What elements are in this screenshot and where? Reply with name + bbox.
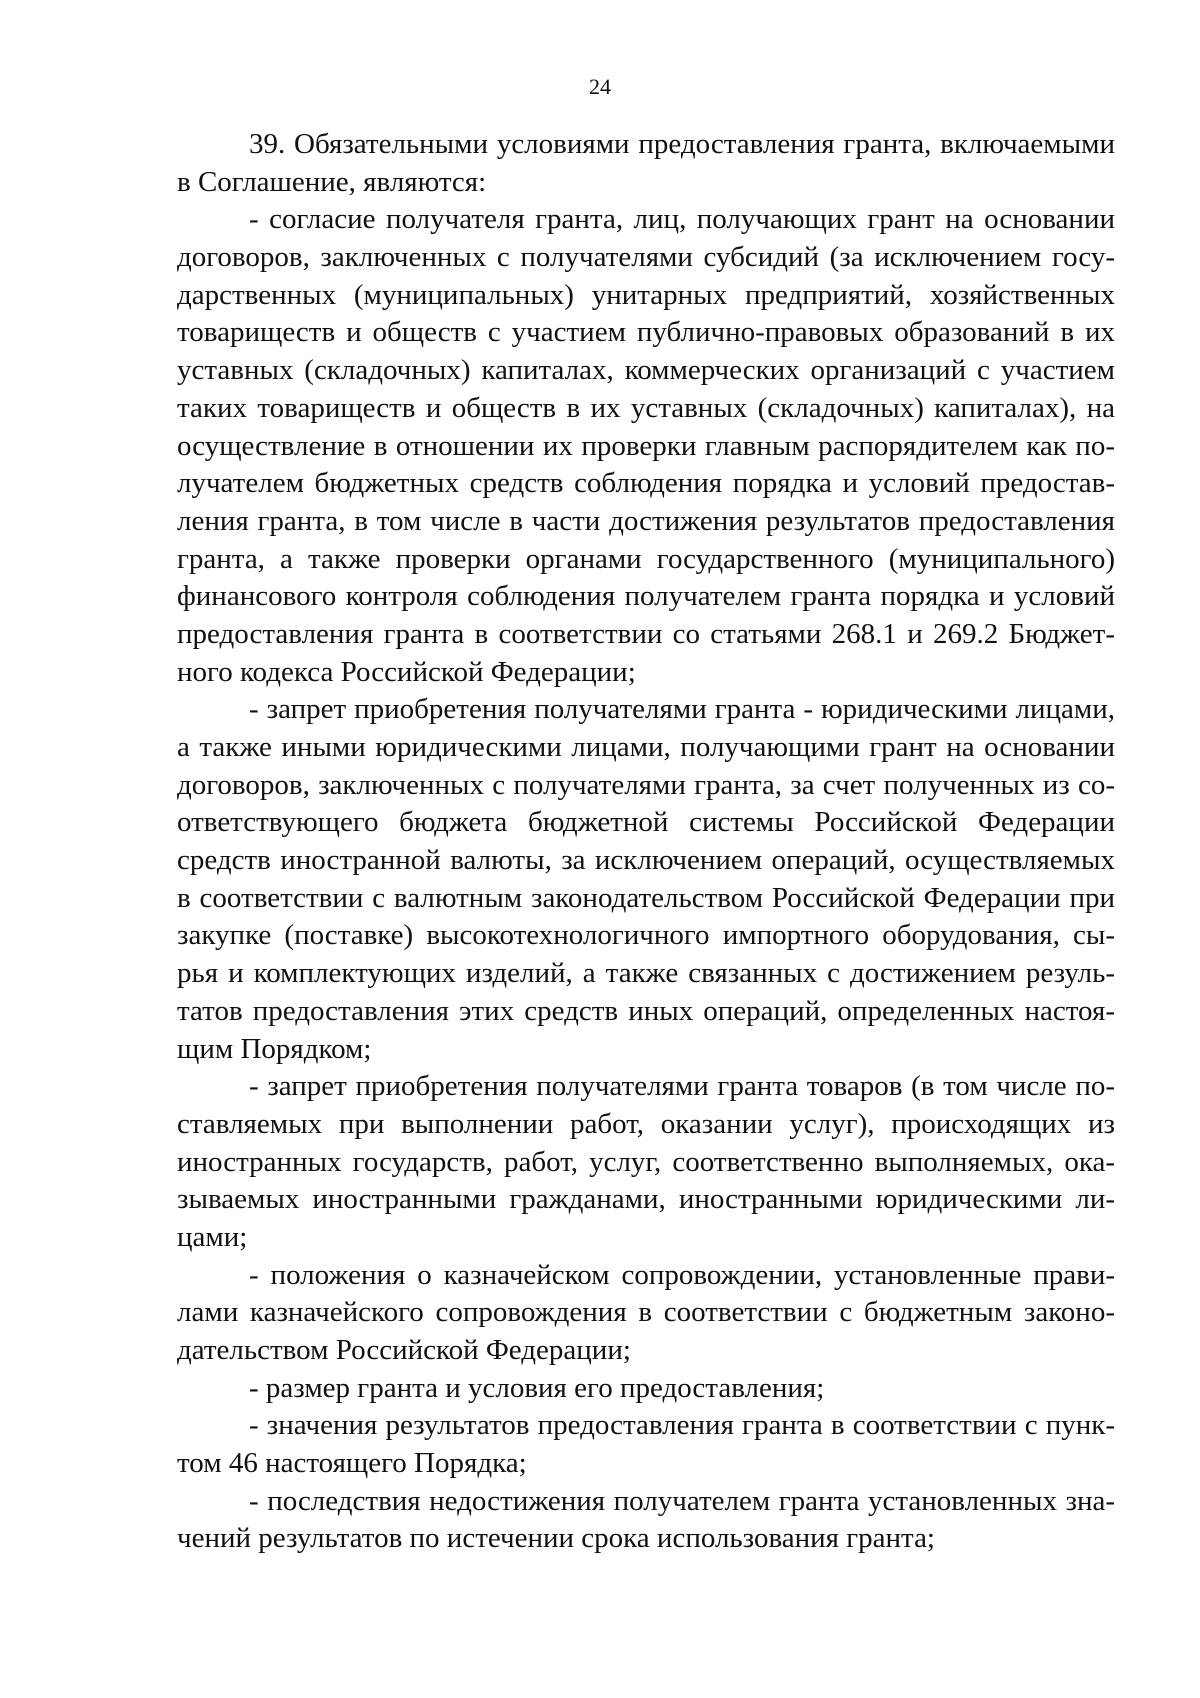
text-line: щим Порядком;: [177, 1032, 372, 1065]
text-line: татов предоставления этих средств иных операций, определенных настоя-: [177, 994, 1115, 1027]
text-line: товариществ и обществ с участием публично-правовых образований в их: [177, 316, 1115, 349]
text-line: - значения результатов предоставления гранта в соответствии с пунк-: [249, 1409, 1115, 1442]
text-line: предоставления гранта в соответствии со статьями 268.1 и 269.2 Бюджет-: [177, 617, 1115, 650]
text-line: чений результатов по истечении срока использования гранта;: [177, 1522, 935, 1555]
text-line: зываемых иностранными гражданами, иностранными юридическими ли-: [177, 1183, 1115, 1216]
text-line: - последствия недостижения получателем гранта установленных зна-: [249, 1484, 1115, 1517]
page-number: 24: [589, 74, 611, 99]
text-line: лучателем бюджетных средств соблюдения порядка и условий предостав-: [177, 467, 1115, 500]
text-line: цами;: [177, 1220, 248, 1253]
text-line: лами казначейского сопровождения в соответствии с бюджетным законо-: [177, 1296, 1115, 1329]
text-line: уставных (складочных) капиталах, коммерческих организаций с участием: [177, 354, 1115, 387]
text-line: ного кодекса Российской Федерации;: [177, 655, 636, 688]
text-line: том 46 настоящего Порядка;: [177, 1447, 527, 1480]
text-line: дарственных (муниципальных) унитарных предприятий, хозяйственных: [177, 278, 1115, 311]
text-line: закупке (поставке) высокотехнологичного импортного оборудования, сы-: [177, 919, 1115, 952]
text-line: - положения о казначейском сопровождении, установленные прави-: [249, 1258, 1115, 1291]
text-line: дательством Российской Федерации;: [177, 1334, 631, 1366]
text-line: договоров, заключенных с получателями субсидий (за исключением госу-: [177, 241, 1115, 274]
text-line: ления гранта, в том числе в части достижения результатов предоставления: [177, 504, 1115, 537]
text-line: рья и комплектующих изделий, а также связанных с достижением резуль-: [177, 957, 1115, 990]
text-line: в Соглашение, являются:: [177, 165, 487, 198]
text-line: средств иностранной валюты, за исключением операций, осуществляемых: [177, 844, 1115, 877]
text-line: иностранных государств, работ, услуг, соответственно выполняемых, ока-: [177, 1145, 1115, 1178]
text-line: - согласие получателя гранта, лиц, получающих грант на основании: [249, 203, 1115, 236]
text-line: договоров, заключенных с получателями гранта, за счет полученных из со-: [177, 768, 1115, 801]
text-line: гранта, а также проверки органами государственного (муниципального): [177, 542, 1115, 575]
text-line: а также иными юридическими лицами, получающими грант на основании: [177, 731, 1115, 763]
text-line: таких товариществ и обществ в их уставных (складочных) капиталах), на: [177, 391, 1115, 424]
text-line: ответствующего бюджета бюджетной системы Российской Федерации: [177, 806, 1115, 839]
text-line: ставляемых при выполнении работ, оказании услуг), происходящих из: [177, 1107, 1115, 1140]
text-line: осуществление в отношении их проверки главным распорядителем как по-: [177, 429, 1115, 462]
text-line: 39. Обязательными условиями предоставления гранта, включаемыми: [249, 128, 1115, 160]
text-line: финансового контроля соблюдения получателем гранта порядка и условий: [177, 580, 1115, 613]
text-line: - запрет приобретения получателями гранта - юридическими лицами,: [249, 693, 1115, 726]
document-body: [177, 126, 1115, 1558]
text-line: - запрет приобретения получателями гранта товаров (в том числе по-: [249, 1070, 1115, 1103]
text-line: в соответствии с валютным законодательством Российской Федерации при: [177, 881, 1115, 914]
text-line: - размер гранта и условия его предоставления;: [249, 1371, 825, 1404]
